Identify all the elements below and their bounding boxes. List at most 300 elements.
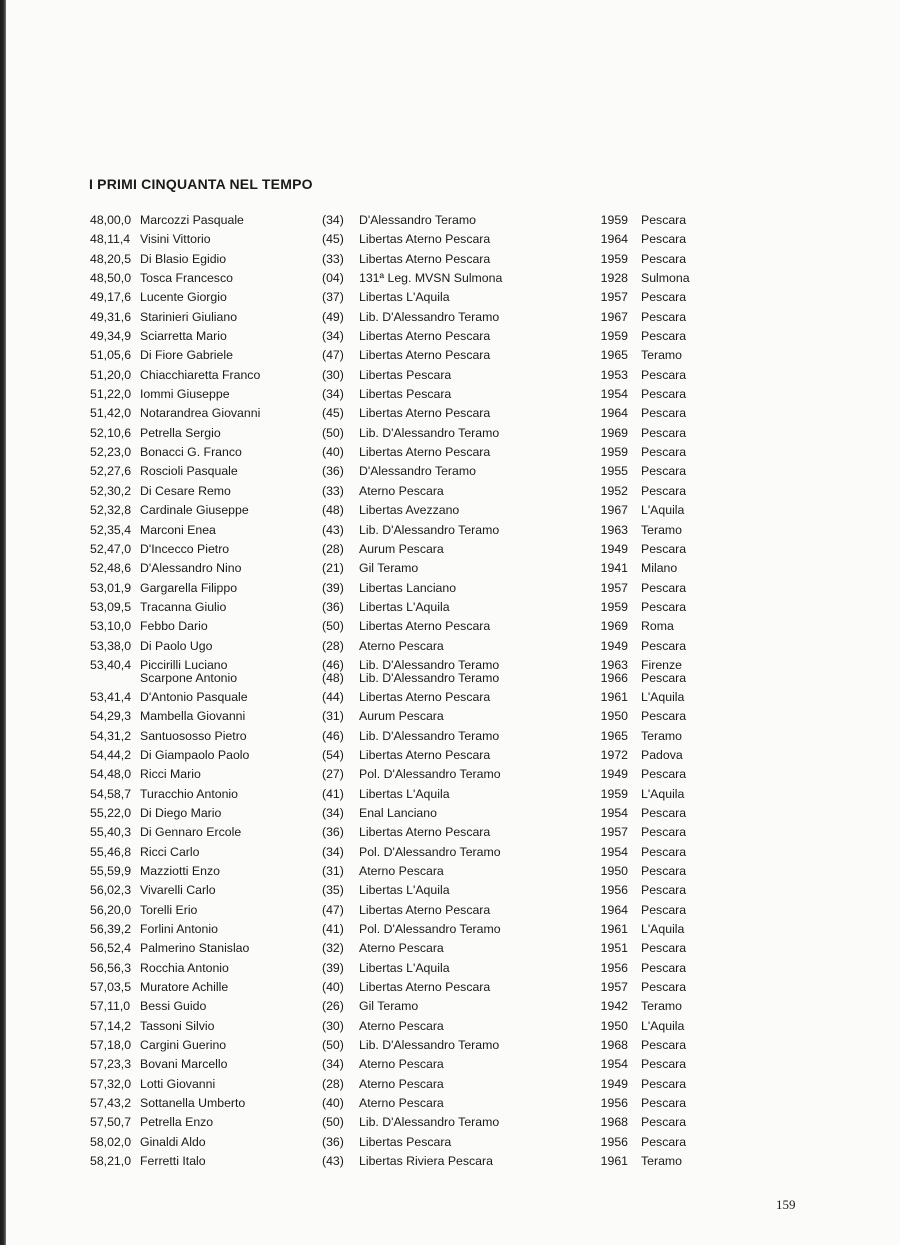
result-year: 1963 1966 bbox=[600, 657, 628, 685]
result-time: 55,40,3 bbox=[90, 825, 132, 840]
result-year: 1969 bbox=[600, 619, 628, 634]
club-name: Gil Teramo bbox=[359, 999, 419, 1014]
table-row bbox=[0, 981, 900, 1000]
club-name: D'Alessandro Teramo bbox=[359, 213, 476, 227]
result-time: 58,02,0 bbox=[90, 1134, 132, 1149]
table-row bbox=[0, 524, 900, 543]
club-name: Libertas Aterno Pescara bbox=[359, 232, 491, 247]
result-year: 1942 bbox=[600, 999, 628, 1014]
result-place: Pescara bbox=[641, 941, 687, 956]
birth-year-code: (34) bbox=[322, 844, 344, 859]
result-year: 1961 bbox=[600, 1154, 628, 1169]
birth-year-code: (40) bbox=[322, 1096, 344, 1111]
athlete-name: Roscioli Pasquale bbox=[140, 464, 238, 479]
birth-year-code: (48) bbox=[322, 503, 344, 518]
result-time: 48,00,0 bbox=[90, 213, 132, 227]
result-time: 49,34,9 bbox=[90, 329, 132, 344]
table-row bbox=[0, 311, 900, 330]
result-time: 48,50,0 bbox=[90, 271, 132, 286]
athlete-name: Mambella Giovanni bbox=[140, 709, 246, 724]
club-name: Libertas Aterno Pescara bbox=[359, 251, 491, 266]
birth-year-code: (33) bbox=[322, 483, 344, 498]
result-year: 1957 bbox=[600, 290, 628, 305]
birth-year-code: (40) bbox=[322, 980, 344, 995]
result-place: Pescara bbox=[641, 580, 687, 595]
club-name: Lib. D'Alessandro Teramo bbox=[359, 728, 500, 743]
club-name: Libertas Aterno Pescara bbox=[359, 689, 491, 704]
result-year: 1965 bbox=[600, 348, 628, 363]
result-year: 1956 bbox=[600, 960, 628, 975]
page-number: 159 bbox=[776, 1197, 796, 1212]
table-row bbox=[0, 904, 900, 923]
athlete-name: Di Giampaolo Paolo bbox=[140, 747, 250, 762]
result-place: L'Aquila bbox=[641, 922, 685, 937]
athlete-name: Vivarelli Carlo bbox=[140, 883, 216, 898]
result-place: Pescara bbox=[641, 290, 687, 305]
athlete-name: Di Gennaro Ercole bbox=[140, 825, 242, 840]
birth-year-code: (37) bbox=[322, 290, 344, 305]
club-name: Libertas Aterno Pescara bbox=[359, 406, 491, 421]
table-row bbox=[0, 601, 900, 620]
athlete-name: Cargini Guerino bbox=[140, 1038, 227, 1053]
athlete-name: Ricci Mario bbox=[140, 767, 201, 782]
athlete-name: Di Paolo Ugo bbox=[140, 638, 213, 653]
result-year: 1941 bbox=[600, 561, 628, 576]
result-time: 49,31,6 bbox=[90, 309, 132, 324]
result-year: 1959 bbox=[600, 251, 628, 266]
result-time: 51,05,6 bbox=[90, 348, 132, 363]
club-name: Enal Lanciano bbox=[359, 805, 437, 820]
result-year: 1949 bbox=[600, 1076, 628, 1091]
club-name: Lib. D'Alessandro Teramo bbox=[359, 1115, 500, 1130]
athlete-name: Santuososso Pietro bbox=[140, 728, 247, 743]
result-year: 1957 bbox=[600, 580, 628, 595]
result-year: 1961 bbox=[600, 922, 628, 937]
table-row bbox=[0, 768, 900, 787]
athlete-name: Chiacchiaretta Franco bbox=[140, 367, 261, 382]
result-place: Pescara bbox=[641, 1134, 687, 1149]
result-time: 52,48,6 bbox=[90, 561, 132, 576]
result-place: Teramo bbox=[641, 522, 683, 537]
athlete-name: D'Alessandro Nino bbox=[140, 561, 242, 576]
result-year: 1969 bbox=[600, 425, 628, 440]
birth-year-code: (34) bbox=[322, 805, 344, 820]
page-title: I PRIMI CINQUANTA NEL TEMPO bbox=[89, 176, 313, 192]
result-year: 1950 bbox=[600, 864, 628, 878]
result-time: 56,56,3 bbox=[90, 960, 132, 975]
result-place: L'Aquila bbox=[641, 786, 685, 801]
table-row bbox=[0, 485, 900, 504]
club-name: Aterno Pescara bbox=[359, 941, 444, 956]
result-place: Pescara bbox=[641, 251, 687, 266]
club-name: Aterno Pescara bbox=[359, 1096, 444, 1111]
result-place: L'Aquila bbox=[641, 689, 685, 704]
birth-year-code: (36) bbox=[322, 825, 344, 840]
club-name: Lib. D'Alessandro Teramo Lib. D'Alessandro Teramo bbox=[359, 657, 500, 685]
table-row bbox=[0, 504, 900, 523]
result-time: 57,18,0 bbox=[90, 1038, 132, 1053]
birth-year-code: (46) bbox=[322, 728, 344, 743]
club-name: Gil Teramo bbox=[359, 561, 419, 576]
result-time: 54,44,2 bbox=[90, 747, 132, 762]
result-place: Pescara bbox=[641, 709, 687, 724]
result-time: 48,11,4 bbox=[90, 232, 131, 247]
result-place: Pescara bbox=[641, 980, 687, 995]
result-time: 53,40,4 bbox=[90, 657, 132, 672]
result-time: 54,29,3 bbox=[90, 709, 132, 724]
table-row bbox=[0, 962, 900, 981]
result-place: Pescara bbox=[641, 1038, 687, 1053]
result-time: 53,38,0 bbox=[90, 638, 132, 653]
athlete-name: Turacchio Antonio bbox=[140, 786, 238, 801]
result-place: L'Aquila bbox=[641, 1018, 685, 1033]
result-year: 1961 bbox=[600, 689, 628, 704]
athlete-name: Di Blasio Egidio bbox=[140, 251, 227, 266]
club-name: Libertas Aterno Pescara bbox=[359, 825, 491, 840]
athlete-name: Sciarretta Mario bbox=[140, 329, 227, 344]
birth-year-code: (27) bbox=[322, 767, 344, 782]
result-year: 1954 bbox=[600, 805, 628, 820]
result-time: 53,09,5 bbox=[90, 599, 132, 614]
result-year: 1959 bbox=[600, 599, 628, 614]
result-year: 1954 bbox=[600, 1057, 628, 1072]
club-name: Pol. D'Alessandro Teramo bbox=[359, 767, 501, 782]
table-row bbox=[0, 562, 900, 581]
athlete-name: Muratore Achille bbox=[140, 980, 229, 995]
result-time: 57,23,3 bbox=[90, 1057, 132, 1072]
athlete-name: Di Diego Mario bbox=[140, 805, 222, 820]
table-row bbox=[0, 923, 900, 942]
athlete-name: Ferretti Italo bbox=[140, 1154, 206, 1169]
birth-year-code: (36) bbox=[322, 1134, 344, 1149]
club-name: Pol. D'Alessandro Teramo bbox=[359, 844, 501, 859]
table-row bbox=[0, 807, 900, 826]
club-name: Aterno Pescara bbox=[359, 1076, 444, 1091]
table-row bbox=[0, 620, 900, 639]
table-row bbox=[0, 214, 900, 233]
result-time: 52,27,6 bbox=[90, 464, 132, 479]
birth-year-code: (43) bbox=[322, 1154, 344, 1169]
club-name: Aurum Pescara bbox=[359, 709, 444, 724]
result-year: 1954 bbox=[600, 844, 628, 859]
result-year: 1959 bbox=[600, 213, 628, 227]
result-place: Sulmona bbox=[641, 271, 690, 286]
table-row bbox=[0, 582, 900, 601]
athlete-name: Bessi Guido bbox=[140, 999, 207, 1014]
birth-year-code: (49) bbox=[322, 309, 344, 324]
result-place: Pescara bbox=[641, 541, 687, 556]
result-time: 58,21,0 bbox=[90, 1154, 132, 1169]
athlete-name: Cardinale Giuseppe bbox=[140, 503, 249, 518]
birth-year-code: (41) bbox=[322, 786, 344, 801]
athlete-name: Bovani Marcello bbox=[140, 1057, 228, 1072]
result-time: 56,39,2 bbox=[90, 922, 132, 937]
table-row bbox=[0, 330, 900, 349]
result-year: 1949 bbox=[600, 767, 628, 782]
result-place: Teramo bbox=[641, 728, 683, 743]
result-place: Teramo bbox=[641, 348, 683, 363]
result-time: 51,42,0 bbox=[90, 406, 132, 421]
athlete-name: Di Fiore Gabriele bbox=[140, 348, 233, 363]
result-time: 57,11,0 bbox=[90, 999, 131, 1014]
club-name: Libertas L'Aquila bbox=[359, 960, 450, 975]
birth-year-code: (45) bbox=[322, 406, 344, 421]
result-year: 1950 bbox=[600, 709, 628, 724]
result-year: 1955 bbox=[600, 464, 628, 479]
result-year: 1963 bbox=[600, 522, 628, 537]
result-place: Milano bbox=[641, 561, 678, 576]
result-year: 1968 bbox=[600, 1038, 628, 1053]
table-row bbox=[0, 543, 900, 562]
ranking-table bbox=[0, 214, 900, 1175]
athlete-name: Rocchia Antonio bbox=[140, 960, 229, 975]
club-name: Libertas Pescara bbox=[359, 1134, 452, 1149]
athlete-name: Lotti Giovanni bbox=[140, 1076, 216, 1091]
result-time: 55,46,8 bbox=[90, 844, 132, 859]
result-place: Pescara bbox=[641, 902, 687, 917]
result-place: Pescara bbox=[641, 425, 687, 440]
result-place: Pescara bbox=[641, 367, 687, 382]
table-row bbox=[0, 388, 900, 407]
result-place: Pescara bbox=[641, 445, 687, 460]
result-year: 1964 bbox=[600, 406, 628, 421]
birth-year-code: (28) bbox=[322, 638, 344, 653]
table-row bbox=[0, 865, 900, 884]
birth-year-code: (50) bbox=[322, 619, 344, 634]
table-row bbox=[0, 253, 900, 272]
result-year: 1959 bbox=[600, 329, 628, 344]
result-time: 54,58,7 bbox=[90, 786, 132, 801]
birth-year-code: (34) bbox=[322, 1057, 344, 1072]
athlete-name: Gargarella Filippo bbox=[140, 580, 238, 595]
result-year: 1949 bbox=[600, 541, 628, 556]
result-year: 1950 bbox=[600, 1018, 628, 1033]
club-name: Libertas Aterno Pescara bbox=[359, 329, 491, 344]
result-place: Pescara bbox=[641, 1076, 687, 1091]
athlete-name: Petrella Sergio bbox=[140, 425, 221, 440]
result-place: Pescara bbox=[641, 1096, 687, 1111]
result-year: 1968 bbox=[600, 1115, 628, 1130]
result-place: Pescara bbox=[641, 232, 687, 247]
birth-year-code: (34) bbox=[322, 213, 344, 227]
birth-year-code: (35) bbox=[322, 883, 344, 898]
birth-year-code: (39) bbox=[322, 960, 344, 975]
result-time: 52,35,4 bbox=[90, 522, 132, 537]
table-row bbox=[0, 1136, 900, 1155]
birth-year-code: (30) bbox=[322, 1018, 344, 1033]
birth-year-code: (45) bbox=[322, 232, 344, 247]
club-name: Lib. D'Alessandro Teramo bbox=[359, 309, 500, 324]
result-place: L'Aquila bbox=[641, 503, 685, 518]
result-place: Pescara bbox=[641, 767, 687, 782]
birth-year-code: (43) bbox=[322, 522, 344, 537]
table-row bbox=[0, 884, 900, 903]
result-place: Firenze Pescara bbox=[641, 657, 687, 685]
table-row bbox=[0, 730, 900, 749]
club-name: Libertas Avezzano bbox=[359, 503, 460, 518]
result-year: 1956 bbox=[600, 883, 628, 898]
club-name: Libertas L'Aquila bbox=[359, 786, 450, 801]
birth-year-code: (34) bbox=[322, 387, 344, 402]
athlete-name: Torelli Erio bbox=[140, 902, 198, 917]
birth-year-code: (54) bbox=[322, 747, 344, 762]
table-row bbox=[0, 1000, 900, 1019]
birth-year-code: (47) bbox=[322, 902, 344, 917]
result-time: 52,47,0 bbox=[90, 541, 132, 556]
club-name: Libertas L'Aquila bbox=[359, 290, 450, 305]
result-place: Padova bbox=[641, 747, 683, 762]
table-row bbox=[0, 465, 900, 484]
birth-year-code: (40) bbox=[322, 445, 344, 460]
athlete-name: Ginaldi Aldo bbox=[140, 1134, 206, 1149]
result-place: Pescara bbox=[641, 599, 687, 614]
club-name: Libertas Aterno Pescara bbox=[359, 348, 491, 363]
athlete-name: Sottanella Umberto bbox=[140, 1096, 246, 1111]
result-place: Pescara bbox=[641, 960, 687, 975]
table-row bbox=[0, 691, 900, 710]
birth-year-code: (33) bbox=[322, 251, 344, 266]
athlete-name: Starinieri Giuliano bbox=[140, 309, 238, 324]
table-row bbox=[0, 427, 900, 446]
table-row bbox=[0, 369, 900, 388]
athlete-name: D'Incecco Pietro bbox=[140, 541, 230, 556]
table-row bbox=[0, 942, 900, 961]
birth-year-code: (44) bbox=[322, 689, 344, 704]
result-place: Pescara bbox=[641, 844, 687, 859]
result-time: 52,23,0 bbox=[90, 445, 132, 460]
birth-year-code: (36) bbox=[322, 464, 344, 479]
table-row bbox=[0, 1155, 900, 1174]
result-time: 51,22,0 bbox=[90, 387, 132, 402]
result-year: 1953 bbox=[600, 367, 628, 382]
table-row bbox=[0, 1097, 900, 1116]
birth-year-code: (32) bbox=[322, 941, 344, 956]
birth-year-code: (47) bbox=[322, 348, 344, 363]
club-name: Aterno Pescara bbox=[359, 1057, 444, 1072]
result-year: 1928 bbox=[600, 271, 628, 286]
birth-year-code: (28) bbox=[322, 541, 344, 556]
result-time: 48,20,5 bbox=[90, 251, 132, 266]
result-time: 52,32,8 bbox=[90, 503, 132, 518]
athlete-name: Marcozzi Pasquale bbox=[140, 213, 244, 227]
club-name: Libertas Pescara bbox=[359, 367, 452, 382]
result-time: 52,30,2 bbox=[90, 483, 132, 498]
table-row bbox=[0, 659, 900, 691]
club-name: Libertas Aterno Pescara bbox=[359, 980, 491, 995]
result-year: 1959 bbox=[600, 786, 628, 801]
result-year: 1964 bbox=[600, 902, 628, 917]
result-place: Roma bbox=[641, 619, 674, 634]
table-row bbox=[0, 349, 900, 368]
birth-year-code: (26) bbox=[322, 999, 344, 1014]
birth-year-code: (50) bbox=[322, 425, 344, 440]
result-place: Pescara bbox=[641, 309, 687, 324]
birth-year-code: (50) bbox=[322, 1115, 344, 1130]
result-time: 55,22,0 bbox=[90, 805, 132, 820]
result-time: 57,03,5 bbox=[90, 980, 132, 995]
result-year: 1954 bbox=[600, 387, 628, 402]
result-year: 1956 bbox=[600, 1134, 628, 1149]
birth-year-code: (41) bbox=[322, 922, 344, 937]
result-time: 55,59,9 bbox=[90, 864, 132, 878]
athlete-name: Di Cesare Remo bbox=[140, 483, 231, 498]
result-time: 57,43,2 bbox=[90, 1096, 132, 1111]
birth-year-code: (34) bbox=[322, 329, 344, 344]
club-name: Libertas Pescara bbox=[359, 387, 452, 402]
club-name: Libertas Aterno Pescara bbox=[359, 747, 491, 762]
athlete-name: Lucente Giorgio bbox=[140, 290, 227, 305]
result-time: 56,02,3 bbox=[90, 883, 132, 898]
result-time: 54,31,2 bbox=[90, 728, 132, 743]
athlete-name: Palmerino Stanislao bbox=[140, 941, 250, 956]
club-name: Aurum Pescara bbox=[359, 541, 444, 556]
table-row bbox=[0, 407, 900, 426]
result-time: 52,10,6 bbox=[90, 425, 132, 440]
result-time: 53,10,0 bbox=[90, 619, 132, 634]
result-place: Teramo bbox=[641, 999, 683, 1014]
result-year: 1957 bbox=[600, 980, 628, 995]
club-name: Lib. D'Alessandro Teramo bbox=[359, 425, 500, 440]
result-year: 1972 bbox=[600, 747, 628, 762]
table-row bbox=[0, 291, 900, 310]
table-row bbox=[0, 1116, 900, 1135]
result-year: 1964 bbox=[600, 232, 628, 247]
result-place: Teramo bbox=[641, 1154, 683, 1169]
result-place: Pescara bbox=[641, 213, 687, 227]
result-place: Pescara bbox=[641, 406, 687, 421]
athlete-name: D'Antonio Pasquale bbox=[140, 689, 248, 704]
athlete-name: Petrella Enzo bbox=[140, 1115, 214, 1130]
result-place: Pescara bbox=[641, 883, 687, 898]
table-row bbox=[0, 1058, 900, 1077]
birth-year-code: (28) bbox=[322, 1076, 344, 1091]
athlete-name: Mazziotti Enzo bbox=[140, 864, 220, 878]
table-row bbox=[0, 710, 900, 729]
result-time: 56,52,4 bbox=[90, 941, 132, 956]
result-place: Pescara bbox=[641, 825, 687, 840]
table-row bbox=[0, 788, 900, 807]
club-name: Pol. D'Alessandro Teramo bbox=[359, 922, 501, 937]
table-row bbox=[0, 826, 900, 845]
club-name: Aterno Pescara bbox=[359, 864, 444, 878]
birth-year-code: (39) bbox=[322, 580, 344, 595]
club-name: 131ª Leg. MVSN Sulmona bbox=[359, 271, 503, 286]
club-name: Aterno Pescara bbox=[359, 638, 444, 653]
result-time: 53,01,9 bbox=[90, 580, 132, 595]
athlete-name: Visini Vittorio bbox=[140, 232, 211, 247]
result-place: Pescara bbox=[641, 1115, 687, 1130]
result-year: 1949 bbox=[600, 638, 628, 653]
result-place: Pescara bbox=[641, 329, 687, 344]
club-name: Libertas Riviera Pescara bbox=[359, 1154, 493, 1169]
result-place: Pescara bbox=[641, 864, 687, 878]
club-name: Lib. D'Alessandro Teramo bbox=[359, 1038, 500, 1053]
result-time: 51,20,0 bbox=[90, 367, 132, 382]
table-row bbox=[0, 1039, 900, 1058]
birth-year-code: (46) (48) bbox=[322, 657, 344, 685]
club-name: Aterno Pescara bbox=[359, 1018, 444, 1033]
result-year: 1956 bbox=[600, 1096, 628, 1111]
result-time: 53,41,4 bbox=[90, 689, 132, 704]
birth-year-code: (31) bbox=[322, 864, 344, 878]
result-year: 1959 bbox=[600, 445, 628, 460]
club-name: Libertas L'Aquila bbox=[359, 883, 450, 898]
result-year: 1951 bbox=[600, 941, 628, 956]
athlete-name: Tracanna Giulio bbox=[140, 599, 227, 614]
result-time: 57,14,2 bbox=[90, 1018, 132, 1033]
table-row bbox=[0, 272, 900, 291]
athlete-name: Tassoni Silvio bbox=[140, 1018, 215, 1033]
